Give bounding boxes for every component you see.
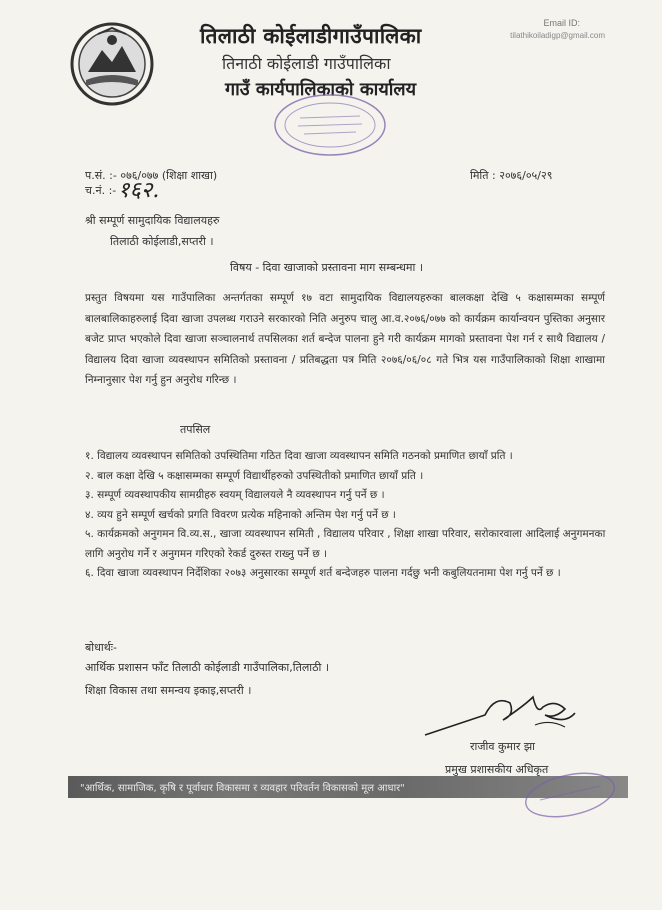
list-item: ५. कार्यक्रमको अनुगमन वि.व्य.स., खाजा व्यवस्थापन समिती , विद्यालय परिवार , शिक्षा शाखा परिवार, सरोकारवाला आदिलाई अनुगमनका लागि अनुरोध गर्ने र अनुगमन गरिएको रेकर्ड दुरुस्त राख्नु पर्ने छ ।: [85, 528, 606, 560]
cc-recipient-1: आर्थिक प्रशासन फाँट तिलाठी कोईलाडी गाउँपालिका,तिलाठी ।: [85, 661, 330, 674]
addressee-line-1: श्री सम्पूर्ण सामुदायिक विद्यालयहरु: [85, 214, 220, 227]
letter-body: प्रस्तुत विषयमा यस गाउँपालिका अन्तर्गतका सम्पूर्ण १७ वटा सामुदायिक विद्यालयहरुका बालकक्षा देखि ५ कक्षासम्मका सम्पूर्ण बालबालिकाहरुलाई दिवा खाजा उपलब्ध गराउने सरकारको निति अनुरुप चालु आ.व.२०७६/०७७ को कार्यक्रम कार्यान्वयन पुस्तिका अनुसार बजेट प्राप्त भएकोले दिवा खाजा सञ्चालनार्थ तपसिलका शर्त बन्देज पालना हुने गरी कार्यक्रम मागको प्रस्तावना पेश गर्न र साथै विद्यालय / विद्यालय दिवा खाजा व्यवस्थापन समितिको प्रस्तावना / प्रतिबद्धता पत्र मिति २०७६/०६/०८ गते भित्र यस गाउँपालिकाको शिक्षा शाखामा निम्नानुसार पेश गर्नु हुन अनुरोध गरिन्छ ।: [85, 292, 605, 386]
list-item: ३. सम्पूर्ण व्यवस्थापकीय सामग्रीहरु स्वयम् विद्यालयले नै व्यवस्थापन गर्नु पर्ने छ ।: [85, 489, 385, 501]
details-heading: तपसिल: [180, 423, 211, 436]
dispatch-number-label: च.नं. :-: [85, 184, 117, 197]
office-name: गाउँ कार्यपालिकाको कार्यालय: [225, 79, 417, 100]
footer-stamp-icon: [520, 770, 620, 820]
list-item: १. विद्यालय व्यवस्थापन समितिको उपस्थितिमा गठित दिवा खाजा व्यवस्थापन समिति गठनको प्रमाणित छायाँ प्रति ।: [85, 450, 513, 462]
dispatch-number-value: १६२.: [118, 178, 160, 203]
addressee-line-2: तिलाठी कोईलाडी,सप्तरी ।: [110, 235, 214, 248]
list-item: ४. व्यय हुने सम्पूर्ण खर्चको प्रगति विवरण प्रत्येक महिनाको अन्तिम पेश गर्नु पर्ने छ ।: [85, 508, 396, 521]
nepal-emblem-icon: [68, 20, 156, 108]
letter-subject: विषय - दिवा खाजाको प्रस्तावना माग सम्बन्धमा ।: [230, 261, 424, 274]
cc-recipient-2: शिक्षा विकास तथा समन्वय इकाइ,सप्तरी ।: [85, 684, 252, 697]
email-label: Email ID:: [543, 18, 580, 28]
office-stamp-icon: [270, 90, 390, 160]
letter-date: मिति : २०७६/०५/२९: [470, 169, 553, 182]
cc-label: बोधार्थः-: [85, 641, 117, 654]
signatory-name: राजीव कुमार झा: [470, 740, 536, 753]
signatory-title: प्रमुख प्रशासकीय अधिकृत: [445, 763, 549, 776]
municipality-name: तिलाठी कोईलाडीगाउँपालिका: [200, 24, 422, 48]
municipality-name-maithili: तिनाठी कोईलाडी गाउँपालिका: [222, 54, 391, 73]
conditions-list: [85, 447, 610, 584]
reference-number: प.सं. :- ०७६/०७७ (शिक्षा शाखा): [85, 169, 218, 182]
email-address: tilathikoiladigp@gmail.com: [510, 31, 605, 40]
footer-slogan: "आर्थिक, सामाजिक, कृषि र पूर्वाधार विकासमा र व्यवहार परिवर्तन विकासको मूल आधार": [80, 783, 405, 794]
list-item: २. बाल कक्षा देखि ५ कक्षासम्मका सम्पूर्ण विद्यार्थीहरुको उपस्थितीको प्रमाणित छायाँ प्रति ।: [85, 469, 424, 482]
list-item: ६. दिवा खाजा व्यवस्थापन निर्देशिका २०७३ अनुसारका सम्पूर्ण शर्त बन्देजहरु पालना गर्दछु भनी कबुलियतनामा पेश गर्नु पर्ने छ ।: [85, 567, 561, 579]
signature-icon: [415, 685, 585, 745]
email-block: [460, 18, 645, 40]
